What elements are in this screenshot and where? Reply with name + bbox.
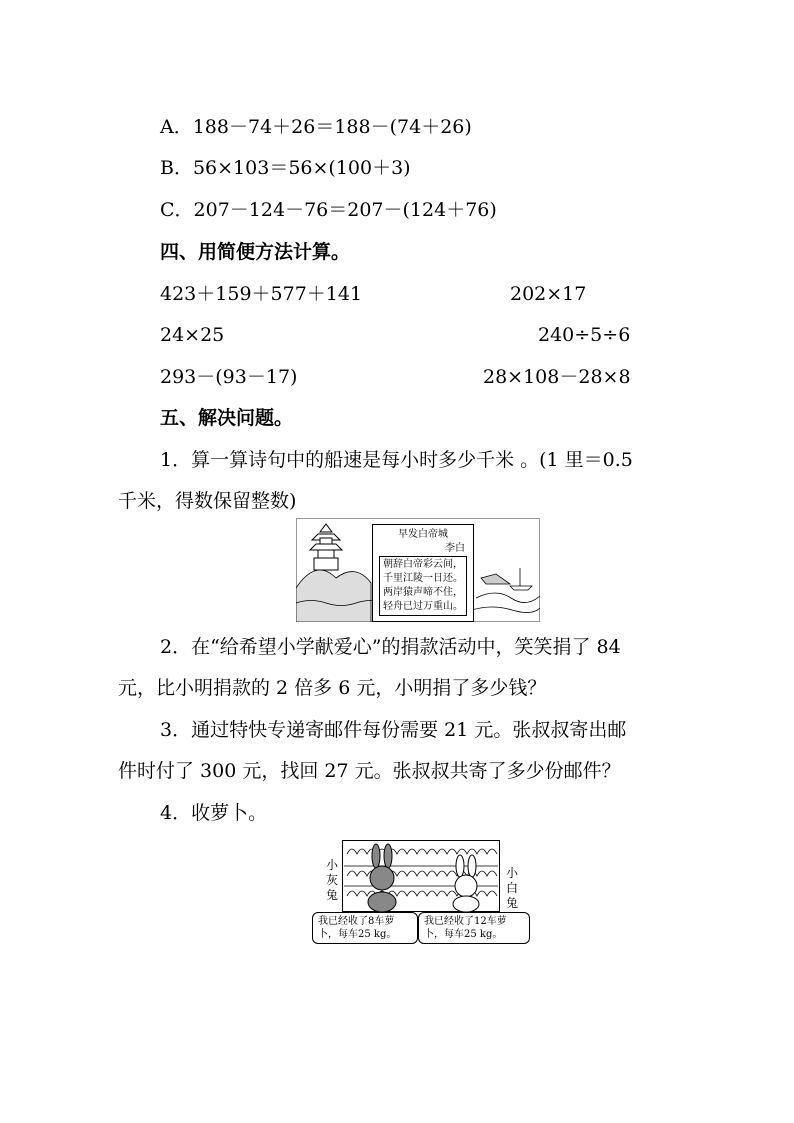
section4-title: 四、用简便方法计算。 xyxy=(160,241,351,263)
poem-title: 早发白帝城 xyxy=(398,529,448,540)
poem-line: 朝辞白帝彩云间， xyxy=(383,559,463,570)
problem-4: 240÷5÷6 xyxy=(538,324,631,346)
problem-1: 423＋159＋577＋141 xyxy=(160,283,363,305)
speech-line: 卜，每车25 kg。 xyxy=(318,929,397,940)
question-2-line-2: 元，比小明捐款的 2 倍多 6 元，小明捐了多少钱？ xyxy=(118,677,547,699)
poem-line: 轻舟已过万重山。 xyxy=(383,601,463,612)
poem-line: 两岸猿声啼不住， xyxy=(383,587,463,598)
poem-author: 李白 xyxy=(445,543,465,554)
choice-c: C．207－124－76＝207－(124＋76) xyxy=(160,199,497,221)
poem-line: 千里江陵一日还。 xyxy=(383,573,463,584)
question-4: 4．收萝卜。 xyxy=(160,802,268,824)
problem-3: 24×25 xyxy=(160,324,225,346)
question-3-line-2: 件时付了 300 元，找回 27 元。张叔叔共寄了多少份邮件？ xyxy=(118,760,621,782)
section5-title: 五、解决问题。 xyxy=(160,407,294,429)
white-rabbit-speech xyxy=(418,912,530,944)
question-2-line-1: 2．在“给希望小学献爱心”的捐款活动中，笑笑捐了 84 xyxy=(160,636,621,658)
gray-rabbit-speech xyxy=(312,912,418,944)
question-1-line-2: 千米，得数保留整数) xyxy=(118,490,297,512)
choice-a: A．188－74＋26＝188－(74＋26) xyxy=(160,116,472,138)
problem-2: 202×17 xyxy=(510,283,587,305)
rabbit-field-illustration xyxy=(342,840,500,912)
problem-6: 28×108－28×8 xyxy=(483,366,631,388)
speech-line: 我已经收了8车萝 xyxy=(318,916,395,927)
question-1-line-1: 1．算一算诗句中的船速是每小时多少千米 。(1 里＝0.5 xyxy=(160,449,633,471)
poem-card xyxy=(372,524,474,622)
choice-b: B．56×103＝56×(100＋3) xyxy=(160,157,411,179)
question-3-line-1: 3．通过特快专递寄邮件每份需要 21 元。张叔叔寄出邮 xyxy=(160,719,627,741)
speech-line: 卜，每车25 kg。 xyxy=(424,929,503,940)
gray-rabbit-label: 小灰兔 xyxy=(325,858,338,902)
white-rabbit-label: 小白兔 xyxy=(505,866,518,910)
problem-5: 293－(93－17) xyxy=(160,366,298,388)
speech-line: 我已经收了12车萝 xyxy=(424,916,507,927)
